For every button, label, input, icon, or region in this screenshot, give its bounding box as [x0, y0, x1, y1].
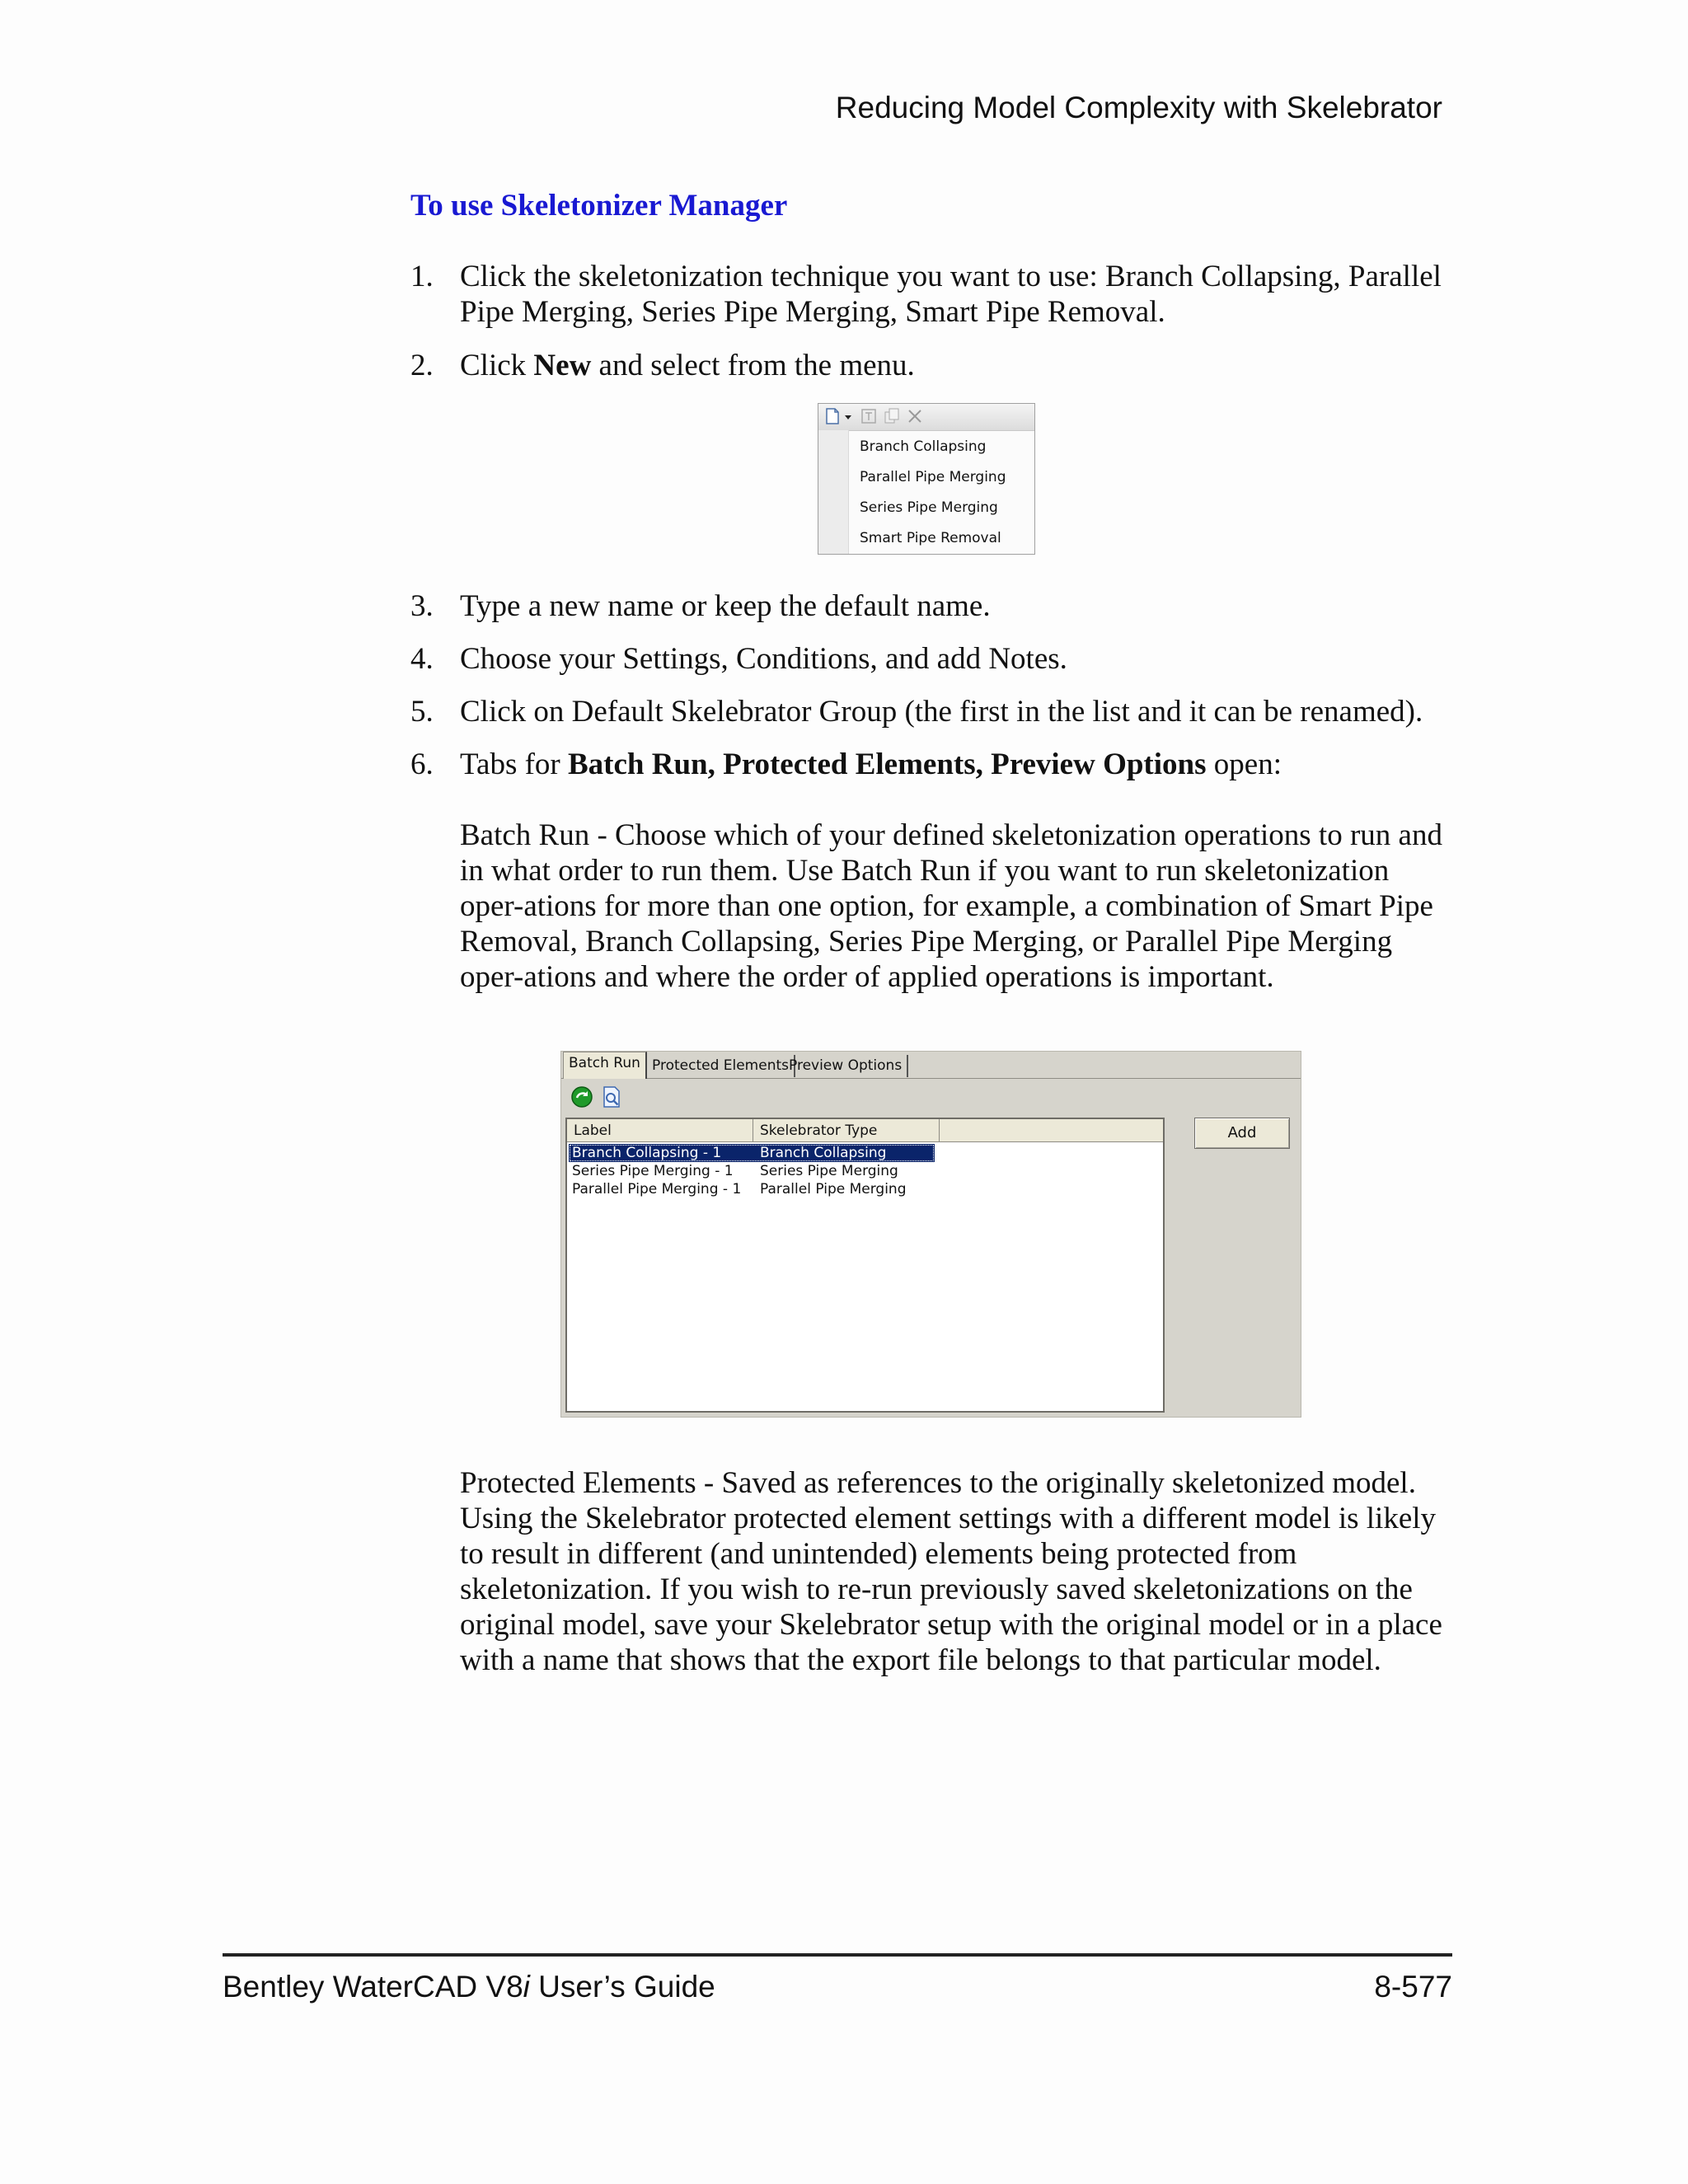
row-label: Parallel Pipe Merging - 1	[572, 1181, 742, 1197]
guide-title-prefix: Bentley WaterCAD V8	[223, 1970, 523, 2004]
menu-item-parallel-pipe-merging[interactable]: Parallel Pipe Merging	[860, 469, 1006, 485]
protected-elements-description: Protected Elements - Saved as references to the originally skeletonized model. Using the Skelebrator protected element settings with a different model is likely to result in different (and unintended) elements being protected from skeletonization. If you wish to re-run previously saved skeletonizations on the original model, save your Skelebrator setup with the original model or in a place with a name that shows that the export file belongs to that particular model.	[460, 1466, 1442, 1677]
delete-icon[interactable]	[906, 407, 924, 425]
step-text	[460, 348, 1457, 383]
running-header: Reducing Model Complexity with Skelebrator	[835, 91, 1442, 124]
footer-rule	[223, 1953, 1452, 1957]
batch-list[interactable]	[565, 1118, 1165, 1413]
row-label: Branch Collapsing - 1	[572, 1145, 722, 1161]
step-number: 5.	[410, 695, 434, 729]
step-number: 3.	[410, 589, 434, 623]
step-text: Choose your Settings, Conditions, and add Notes.	[460, 642, 1067, 676]
properties-icon[interactable]	[599, 1085, 624, 1109]
add-button[interactable]: Add	[1194, 1118, 1290, 1149]
section-heading: To use Skeletonizer Manager	[410, 189, 788, 223]
step-text-bold: New	[533, 349, 592, 382]
copy-icon[interactable]	[883, 407, 901, 425]
step-text: Type a new name or keep the default name.	[460, 589, 991, 623]
footer-guide-title	[223, 1970, 715, 2004]
step-text-pre: Tabs for	[460, 748, 568, 781]
tab-protected-elements[interactable]: Protected Elements	[647, 1055, 795, 1077]
column-header-skelebrator-type[interactable]: Skelebrator Type	[753, 1119, 940, 1142]
step-text	[460, 747, 1457, 782]
guide-title-italic: i	[523, 1970, 530, 2004]
step-text: Click the skeletonization technique you want to use: Branch Collapsing, Parallel Pipe Merging, Series Pipe Merging, Smart Pipe Removal.	[460, 260, 1442, 329]
new-menu-screenshot	[818, 403, 1035, 555]
menu-item-series-pipe-merging[interactable]: Series Pipe Merging	[860, 499, 998, 516]
dropdown-arrow-icon[interactable]	[843, 407, 853, 425]
batch-run-panel-screenshot	[560, 1051, 1301, 1418]
row-type: Series Pipe Merging	[760, 1163, 898, 1179]
step-number: 4.	[410, 642, 434, 676]
step-text-post: open:	[1206, 748, 1282, 781]
new-icon[interactable]	[823, 407, 842, 425]
menu-item-branch-collapsing[interactable]: Branch Collapsing	[860, 438, 987, 455]
row-type: Parallel Pipe Merging	[760, 1181, 907, 1197]
step-number: 1.	[410, 260, 434, 293]
page-number: 8-577	[1374, 1970, 1452, 2004]
step-text: Click on Default Skelebrator Group (the first in the list and it can be renamed).	[460, 695, 1423, 729]
run-icon[interactable]	[570, 1085, 594, 1109]
tabstrip	[561, 1052, 1301, 1079]
menu-item-smart-pipe-removal[interactable]: Smart Pipe Removal	[860, 530, 1001, 546]
step-number: 6.	[410, 748, 434, 781]
column-header-label[interactable]: Label	[567, 1119, 753, 1142]
step-text-pre: Click	[460, 349, 534, 382]
menu-toolbar	[818, 404, 1034, 431]
step-text-post: and select from the menu.	[591, 349, 915, 382]
rename-icon[interactable]	[860, 407, 878, 425]
step-number: 2.	[410, 349, 434, 382]
guide-title-suffix: User’s Guide	[529, 1970, 715, 2004]
step-text-bold: Batch Run, Protected Elements, Preview Options	[567, 748, 1207, 781]
batch-run-description: Batch Run - Choose which of your defined skeletonization operations to run and in what order to run them. Use Batch Run if you want to run skeletonization oper-ations for more than one option, for example, a combination of Smart Pipe Removal, Branch Collapsing, Series Pipe Merging, or Parallel Pipe Merging oper-ations and where the order of applied operations is important.	[460, 818, 1442, 994]
tab-preview-options[interactable]: Preview Options	[784, 1055, 908, 1077]
row-label: Series Pipe Merging - 1	[572, 1163, 734, 1179]
table-row[interactable]	[569, 1144, 935, 1162]
column-header-filler	[940, 1119, 1163, 1142]
menu-gutter	[818, 430, 849, 554]
tab-batch-run[interactable]: Batch Run	[563, 1052, 647, 1079]
row-type: Branch Collapsing	[760, 1145, 887, 1161]
